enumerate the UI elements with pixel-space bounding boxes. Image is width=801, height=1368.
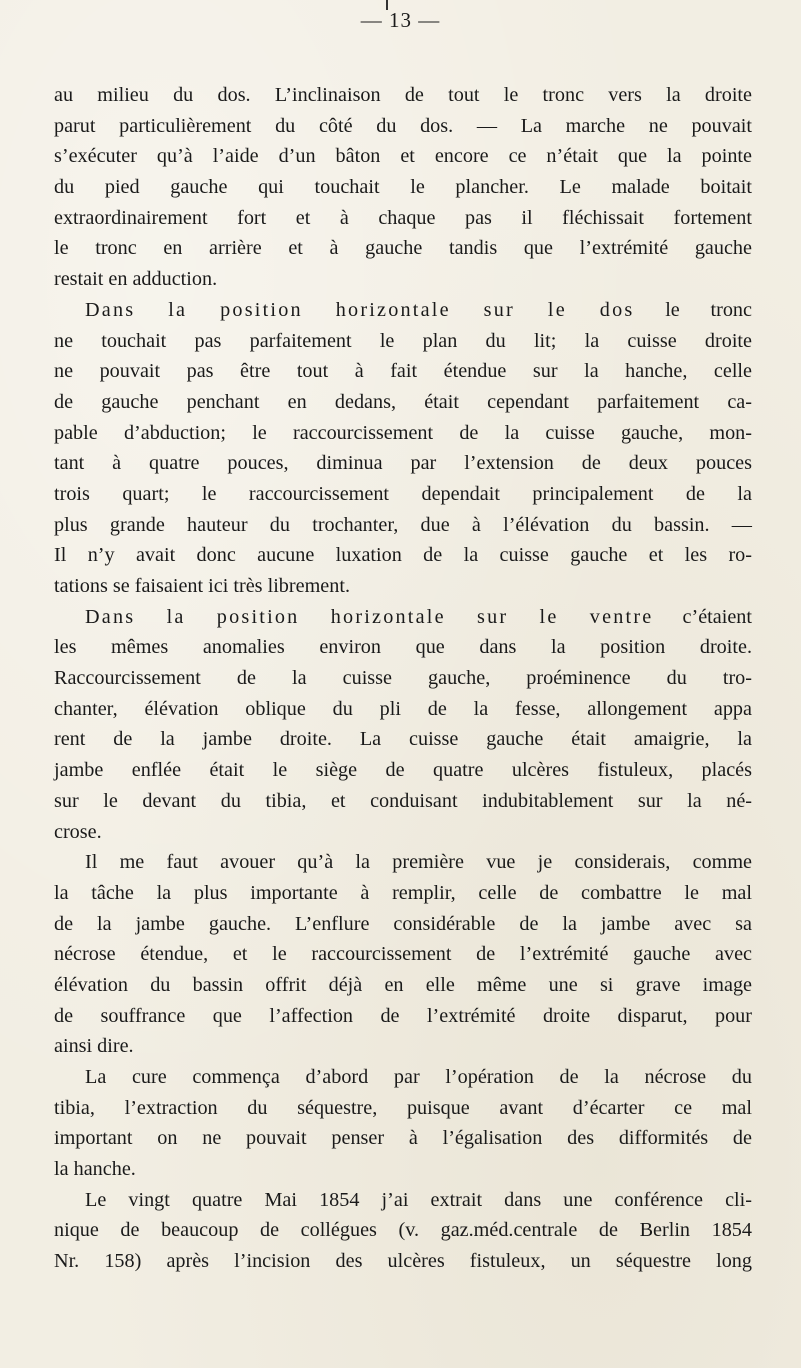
text-line: la tâche la plus importante à remplir, celle de combattre le mal: [54, 881, 752, 904]
paragraph-2: [54, 295, 752, 602]
text-line-first: Il me faut avouer qu’à la première vue je considerais, comme: [85, 851, 752, 874]
text-line: les mêmes anomalies environ que dans la position droite.: [54, 636, 752, 659]
text-line: ne touchait pas parfaitement le plan du lit; la cuisse droite: [54, 329, 752, 352]
line-rest: le tronc: [634, 298, 752, 321]
text-line: Raccourcissement de la cuisse gauche, proéminence du tro-: [54, 667, 752, 690]
text-line: élévation du bassin offrit déjà en elle même une si grave image: [54, 973, 752, 996]
text-line: nique de beaucoup de collégues (v. gaz.méd.centrale de Berlin 1854: [54, 1219, 752, 1242]
text-line: important on ne pouvait penser à l’égalisation des difformités de: [54, 1127, 752, 1150]
text-line: parut particulièrement du côté du dos. — La marche ne pouvait: [54, 114, 752, 137]
text-line: s’exécuter qu’à l’aide d’un bâton et encore ce n’était que la pointe: [54, 145, 752, 168]
paragraph-1: [54, 80, 752, 295]
text-line: extraordinairement fort et à chaque pas il fléchissait fortement: [54, 206, 752, 229]
text-line: le tronc en arrière et à gauche tandis que l’extrémité gauche: [54, 237, 752, 260]
page-number: — 13 —: [360, 8, 441, 32]
text-line-first: Le vingt quatre Mai 1854 j’ai extrait dans une conférence cli-: [85, 1188, 752, 1211]
paragraph-6: [54, 1185, 752, 1277]
text-line: trois quart; le raccourcissement dependait principalement de la: [54, 482, 752, 505]
text-line-first: [54, 295, 752, 326]
text-line: ne pouvait pas être tout à fait étendue sur la hanche, celle: [54, 360, 752, 383]
line-rest: c’étaient: [653, 605, 753, 628]
text-line: nécrose étendue, et le raccourcissement de l’extrémité gauche avec: [54, 943, 752, 966]
text-line: plus grande hauteur du trochanter, due à l’élévation du bassin. —: [54, 513, 752, 536]
text-line: tant à quatre pouces, diminua par l’extension de deux pouces: [54, 452, 752, 475]
text-line-first: [54, 602, 752, 633]
text-line-first: La cure commença d’abord par l’opération de la nécrose du: [85, 1066, 752, 1088]
text-line: au milieu du dos. L’inclinaison de tout le tronc vers la droite: [54, 84, 752, 106]
text-line: tibia, l’extraction du séquestre, puisque avant d’écarter ce mal: [54, 1096, 752, 1119]
text-line: la hanche.: [54, 1158, 136, 1181]
text-line: rent de la jambe droite. La cuisse gauche était amaigrie, la: [54, 728, 752, 751]
paragraph-4: [54, 847, 752, 1062]
text-line: Il n’y avait donc aucune luxation de la cuisse gauche et les ro-: [54, 544, 752, 567]
body-text: [54, 80, 752, 1277]
spaced-emphasis: Dans la position horizontale sur le dos: [85, 298, 635, 321]
text-line: pable d’abduction; le raccourcissement de la cuisse gauche, mon-: [54, 421, 752, 444]
text-line: Nr. 158) après l’incision des ulcères fistuleux, un séquestre long: [54, 1250, 752, 1273]
text-line: de gauche penchant en dedans, était cependant parfaitement ca-: [54, 390, 752, 413]
text-line: crose.: [54, 820, 102, 843]
text-line: de la jambe gauche. L’enflure considérable de la jambe avec sa: [54, 912, 752, 935]
text-line: restait en adduction.: [54, 268, 218, 291]
text-line: de souffrance que l’affection de l’extrémité droite disparut, pour: [54, 1004, 752, 1027]
text-line: tations se faisaient ici très librement.: [54, 575, 350, 597]
text-line: ainsi dire.: [54, 1035, 134, 1058]
paragraph-5: [54, 1062, 752, 1185]
text-line: jambe enflée était le siège de quatre ulcères fistuleux, placés: [54, 759, 752, 782]
spaced-emphasis: Dans la position horizontale sur le ventre: [85, 605, 654, 628]
text-line: du pied gauche qui touchait le plancher. Le malade boitait: [54, 176, 752, 199]
text-line: sur le devant du tibia, et conduisant indubitablement sur la né-: [54, 789, 752, 812]
text-line: chanter, élévation oblique du pli de la fesse, allongement appa: [54, 697, 752, 720]
paragraph-3: [54, 602, 752, 848]
